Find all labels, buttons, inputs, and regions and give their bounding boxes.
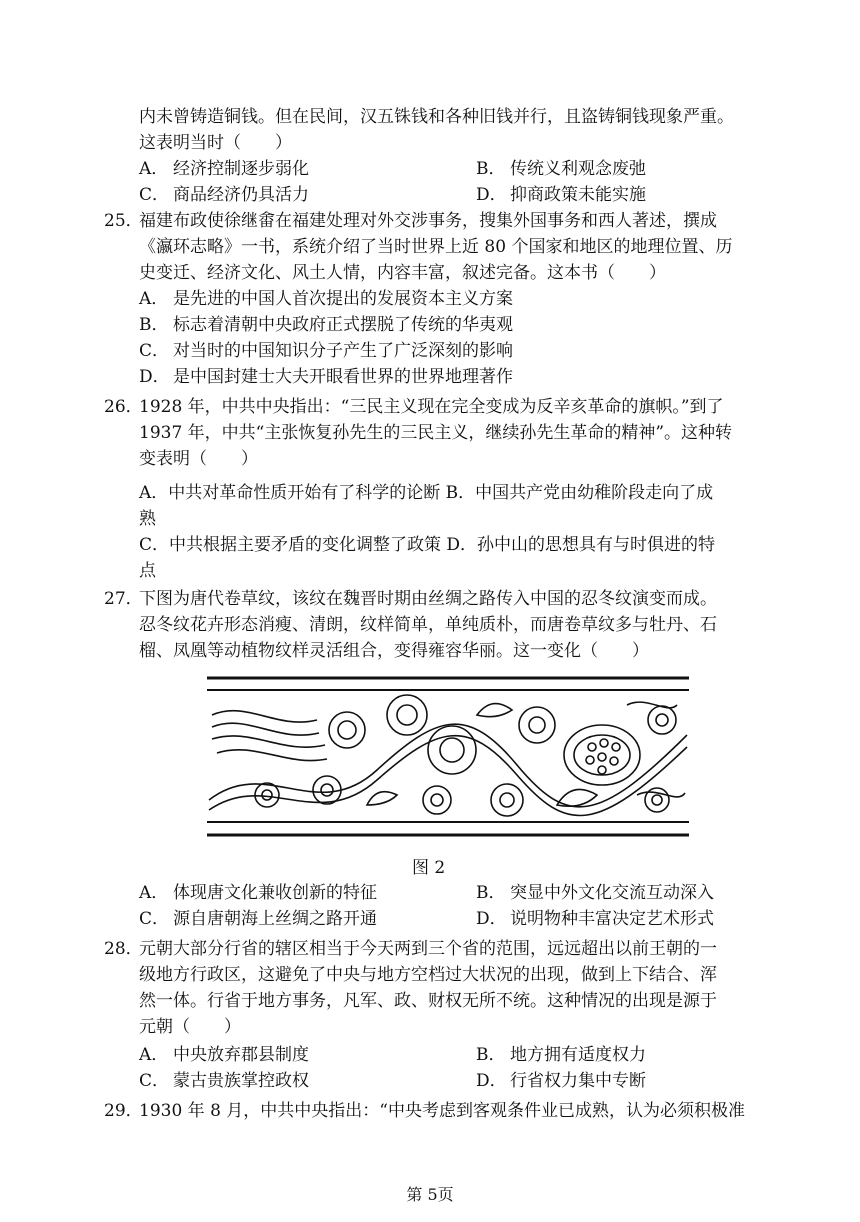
q25-stem-line: 《瀛环志略》一书，系统介绍了当时世界上近 80 个国家和地区的地理位置、历: [139, 237, 733, 257]
q27-option-b[interactable]: B． 突显中外文化交流互动深入: [476, 883, 714, 903]
q26-options-ab-wrap: 熟: [139, 509, 156, 529]
q24-stem-line: 这表明当时（ ）: [139, 133, 292, 153]
figure-caption: 图 2: [412, 858, 446, 878]
q27-option-d[interactable]: D． 说明物种丰富决定艺术形式: [476, 909, 714, 929]
q26-stem-line: 1937 年，中共“主张恢复孙先生的三民主义，继续孙先生革命的精神”。这种转: [139, 423, 733, 443]
page-number: 第 5页: [406, 1185, 454, 1204]
q29-stem-line: 1930 年 8 月，中共中央指出：“中央考虑到客观条件业已成熟，认为必须积极准: [139, 1101, 745, 1121]
q25-stem-line: 福建布政使徐继畬在福建处理对外交涉事务，搜集外国事务和西人著述，撰成: [139, 211, 717, 231]
q28-option-d[interactable]: D． 行省权力集中专断: [476, 1071, 646, 1091]
q25-option-b[interactable]: B． 标志着清朝中央政府正式摆脱了传统的华夷观: [139, 315, 513, 335]
q28-option-c[interactable]: C． 蒙古贵族掌控政权: [139, 1071, 309, 1091]
q24-option-d[interactable]: D． 抑商政策未能实施: [476, 185, 646, 205]
q26-stem-line: 1928 年，中共中央指出：“三民主义现在完全变成为反辛亥革命的旗帜。”到了: [139, 397, 724, 417]
q28-option-a[interactable]: A． 中央放弃郡县制度: [139, 1045, 309, 1065]
scroll-pattern-figure: [207, 675, 689, 840]
q28-stem-line: 级地方行政区，这避免了中央与地方空档过大状况的出现，做到上下结合、浑: [139, 965, 717, 985]
q25-option-a[interactable]: A． 是先进的中国人首次提出的发展资本主义方案: [139, 289, 513, 309]
q25-option-d[interactable]: D． 是中国封建士大夫开眼看世界的世界地理著作: [139, 367, 513, 387]
q28-option-b[interactable]: B． 地方拥有适度权力: [476, 1045, 646, 1065]
q24-stem-line: 内未曾铸造铜钱。但在民间，汉五铢钱和各种旧钱并行，且盗铸铜钱现象严重。: [139, 107, 734, 127]
q25-stem-line: 史变迁、经济文化、风土人情，内容丰富，叙述完备。这本书（ ）: [139, 263, 666, 283]
q24-option-a[interactable]: A． 经济控制逐步弱化: [139, 159, 309, 179]
q25-number: 25．: [104, 211, 143, 231]
q26-options-ab[interactable]: A．中共对革命性质开始有了科学的论断 B．中国共产党由幼稚阶段走向了成: [139, 483, 714, 503]
q26-options-cd-wrap: 点: [139, 561, 156, 581]
q26-stem-line: 变表明（ ）: [139, 449, 258, 469]
q28-number: 28．: [104, 939, 143, 959]
q27-option-a[interactable]: A． 体现唐文化兼收创新的特征: [139, 883, 377, 903]
q24-option-c[interactable]: C． 商品经济仍具活力: [139, 185, 309, 205]
q28-stem-line: 元朝大部分行省的辖区相当于今天两到三个省的范围，远远超出以前王朝的一: [139, 939, 717, 959]
q27-option-c[interactable]: C． 源自唐朝海上丝绸之路开通: [139, 909, 377, 929]
q28-stem-line: 然一体。行省于地方事务，凡军、政、财权无所不统。这种情况的出现是源于: [139, 991, 717, 1011]
q27-number: 27．: [104, 589, 143, 609]
q27-stem-line: 下图为唐代卷草纹，该纹在魏晋时期由丝绸之路传入中国的忍冬纹演变而成。: [139, 589, 717, 609]
q27-stem-line: 榴、凤凰等动植物纹样灵活组合，变得雍容华丽。这一变化（ ）: [139, 641, 649, 661]
q29-number: 29．: [104, 1101, 143, 1121]
q26-options-cd[interactable]: C．中共根据主要矛盾的变化调整了政策 D．孙中山的思想具有与时俱进的特: [139, 535, 716, 555]
q27-stem-line: 忍冬纹花卉形态消瘦、清朗，纹样简单，单纯质朴，而唐卷草纹多与牡丹、石: [139, 615, 717, 635]
q28-stem-line: 元朝（ ）: [139, 1017, 241, 1037]
q26-number: 26．: [104, 397, 143, 417]
q25-option-c[interactable]: C． 对当时的中国知识分子产生了广泛深刻的影响: [139, 341, 513, 361]
q24-option-b[interactable]: B． 传统义利观念废弛: [476, 159, 646, 179]
